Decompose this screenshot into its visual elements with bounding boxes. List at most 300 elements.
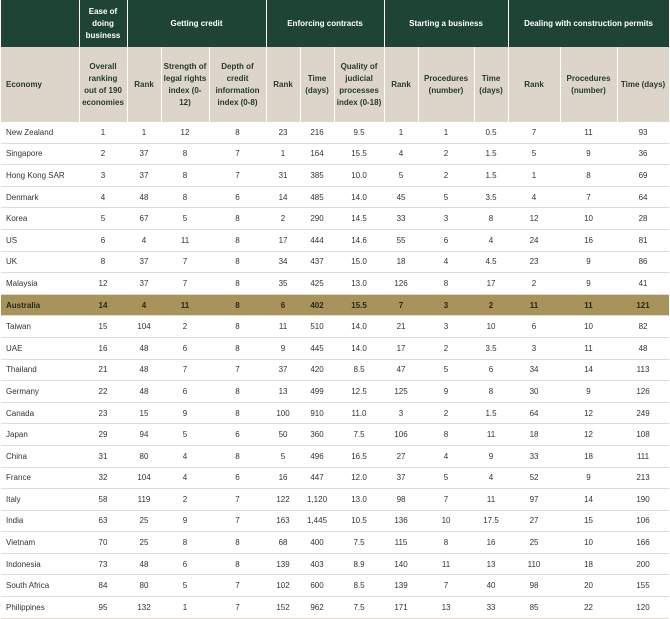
value-cell: 12 xyxy=(560,402,617,424)
value-cell: 8 xyxy=(209,553,266,575)
value-cell: 5 xyxy=(161,208,209,230)
value-cell: 2 xyxy=(418,143,474,165)
value-cell: 8 xyxy=(161,532,209,554)
value-cell: 22 xyxy=(79,381,127,403)
value-cell: 8 xyxy=(161,143,209,165)
value-cell: 7 xyxy=(209,575,266,597)
value-cell: 122 xyxy=(266,489,300,511)
value-cell: 11 xyxy=(161,229,209,251)
value-cell: 100 xyxy=(266,402,300,424)
value-cell: 7 xyxy=(161,359,209,381)
value-cell: 18 xyxy=(384,251,418,273)
column-header: Rank xyxy=(266,47,300,122)
value-cell: 7 xyxy=(384,294,418,316)
value-cell: 9 xyxy=(474,445,508,467)
value-cell: 23 xyxy=(508,251,560,273)
value-cell: 6 xyxy=(418,229,474,251)
value-cell: 132 xyxy=(127,597,161,619)
value-cell: 9 xyxy=(161,402,209,424)
value-cell: 216 xyxy=(300,122,334,143)
value-cell: 11.0 xyxy=(334,402,384,424)
value-cell: 8 xyxy=(418,273,474,295)
column-header: Rank xyxy=(127,47,161,122)
value-cell: 7 xyxy=(508,122,560,143)
value-cell: 166 xyxy=(617,532,669,554)
value-cell: 2 xyxy=(508,273,560,295)
value-cell: 3.5 xyxy=(474,186,508,208)
value-cell: 11 xyxy=(266,316,300,338)
value-cell: 70 xyxy=(79,532,127,554)
value-cell: 9 xyxy=(161,510,209,532)
table-row xyxy=(1,445,669,467)
value-cell: 37 xyxy=(384,467,418,489)
value-cell: 6 xyxy=(209,186,266,208)
value-cell: 8 xyxy=(161,165,209,187)
value-cell: 95 xyxy=(79,597,127,619)
value-cell: 110 xyxy=(508,553,560,575)
value-cell: 64 xyxy=(617,186,669,208)
value-cell: 52 xyxy=(508,467,560,489)
economy-cell: Malaysia xyxy=(1,273,79,295)
value-cell: 7.5 xyxy=(334,532,384,554)
value-cell: 98 xyxy=(384,489,418,511)
value-cell: 11 xyxy=(560,122,617,143)
value-cell: 14.0 xyxy=(334,337,384,359)
value-cell: 496 xyxy=(300,445,334,467)
value-cell: 47 xyxy=(384,359,418,381)
value-cell: 5 xyxy=(161,575,209,597)
value-cell: 9.5 xyxy=(334,122,384,143)
value-cell: 360 xyxy=(300,424,334,446)
value-cell: 910 xyxy=(300,402,334,424)
value-cell: 3 xyxy=(418,294,474,316)
header-group xyxy=(1,0,79,47)
value-cell: 9 xyxy=(560,381,617,403)
value-cell: 7 xyxy=(209,489,266,511)
value-cell: 15 xyxy=(127,402,161,424)
value-cell: 437 xyxy=(300,251,334,273)
value-cell: 8 xyxy=(209,251,266,273)
value-cell: 50 xyxy=(266,424,300,446)
value-cell: 3 xyxy=(418,208,474,230)
value-cell: 445 xyxy=(300,337,334,359)
economy-cell: Canada xyxy=(1,402,79,424)
value-cell: 400 xyxy=(300,532,334,554)
value-cell: 7 xyxy=(209,510,266,532)
value-cell: 7 xyxy=(209,359,266,381)
value-cell: 8.9 xyxy=(334,553,384,575)
value-cell: 48 xyxy=(127,553,161,575)
value-cell: 8 xyxy=(79,251,127,273)
value-cell: 3 xyxy=(508,337,560,359)
economy-cell: Philippines xyxy=(1,597,79,619)
value-cell: 45 xyxy=(384,186,418,208)
value-cell: 600 xyxy=(300,575,334,597)
value-cell: 16 xyxy=(79,337,127,359)
value-cell: 86 xyxy=(617,251,669,273)
economy-cell: Vietnam xyxy=(1,532,79,554)
value-cell: 106 xyxy=(617,510,669,532)
value-cell: 111 xyxy=(617,445,669,467)
value-cell: 10 xyxy=(474,316,508,338)
value-cell: 25 xyxy=(508,532,560,554)
value-cell: 8 xyxy=(209,294,266,316)
value-cell: 1.5 xyxy=(474,402,508,424)
value-cell: 121 xyxy=(617,294,669,316)
column-header: Overall ranking out of 190 economies xyxy=(79,47,127,122)
value-cell: 55 xyxy=(384,229,418,251)
value-cell: 64 xyxy=(508,402,560,424)
value-cell: 4 xyxy=(508,186,560,208)
value-cell: 962 xyxy=(300,597,334,619)
table-body xyxy=(1,122,669,618)
value-cell: 5 xyxy=(418,467,474,489)
value-cell: 12 xyxy=(79,273,127,295)
value-cell: 8 xyxy=(209,381,266,403)
value-cell: 7 xyxy=(560,186,617,208)
economy-cell: Australia xyxy=(1,294,79,316)
value-cell: 7.5 xyxy=(334,424,384,446)
value-cell: 444 xyxy=(300,229,334,251)
value-cell: 6 xyxy=(474,359,508,381)
economy-cell: UK xyxy=(1,251,79,273)
value-cell: 8 xyxy=(209,402,266,424)
value-cell: 485 xyxy=(300,186,334,208)
value-cell: 163 xyxy=(266,510,300,532)
table-row xyxy=(1,122,669,143)
value-cell: 10 xyxy=(560,532,617,554)
value-cell: 6 xyxy=(209,467,266,489)
value-cell: 2 xyxy=(161,316,209,338)
value-cell: 9 xyxy=(560,273,617,295)
column-header: Rank xyxy=(508,47,560,122)
value-cell: 73 xyxy=(79,553,127,575)
value-cell: 33 xyxy=(508,445,560,467)
value-cell: 499 xyxy=(300,381,334,403)
value-cell: 8 xyxy=(209,445,266,467)
ease-of-doing-business-table xyxy=(1,0,670,619)
value-cell: 5 xyxy=(418,186,474,208)
value-cell: 13 xyxy=(266,381,300,403)
value-cell: 34 xyxy=(266,251,300,273)
value-cell: 15.5 xyxy=(334,143,384,165)
value-cell: 8.5 xyxy=(334,575,384,597)
value-cell: 249 xyxy=(617,402,669,424)
value-cell: 1 xyxy=(384,122,418,143)
value-cell: 8 xyxy=(209,122,266,143)
value-cell: 67 xyxy=(127,208,161,230)
value-cell: 402 xyxy=(300,294,334,316)
value-cell: 14 xyxy=(79,294,127,316)
value-cell: 13.0 xyxy=(334,273,384,295)
value-cell: 31 xyxy=(79,445,127,467)
column-header: Procedures (number) xyxy=(560,47,617,122)
value-cell: 58 xyxy=(79,489,127,511)
value-cell: 82 xyxy=(617,316,669,338)
value-cell: 1.5 xyxy=(474,143,508,165)
value-cell: 8 xyxy=(209,316,266,338)
value-cell: 10.5 xyxy=(334,510,384,532)
value-cell: 37 xyxy=(127,165,161,187)
value-cell: 14.0 xyxy=(334,186,384,208)
value-cell: 1 xyxy=(266,143,300,165)
header-group: Getting credit xyxy=(127,0,266,47)
value-cell: 510 xyxy=(300,316,334,338)
table-row xyxy=(1,424,669,446)
value-cell: 152 xyxy=(266,597,300,619)
value-cell: 27 xyxy=(384,445,418,467)
value-cell: 6 xyxy=(209,424,266,446)
economy-cell: South Africa xyxy=(1,575,79,597)
value-cell: 2 xyxy=(418,402,474,424)
value-cell: 11 xyxy=(474,489,508,511)
value-cell: 12 xyxy=(161,122,209,143)
value-cell: 6 xyxy=(79,229,127,251)
value-cell: 11 xyxy=(474,424,508,446)
value-cell: 104 xyxy=(127,316,161,338)
value-cell: 15.0 xyxy=(334,251,384,273)
table-row xyxy=(1,316,669,338)
value-cell: 403 xyxy=(300,553,334,575)
economy-cell: Indonesia xyxy=(1,553,79,575)
value-cell: 5 xyxy=(161,424,209,446)
value-cell: 7 xyxy=(418,575,474,597)
value-cell: 6 xyxy=(161,553,209,575)
value-cell: 4 xyxy=(127,229,161,251)
value-cell: 2 xyxy=(474,294,508,316)
table-row xyxy=(1,510,669,532)
value-cell: 4 xyxy=(127,294,161,316)
value-cell: 11 xyxy=(560,294,617,316)
value-cell: 27 xyxy=(508,510,560,532)
value-cell: 13 xyxy=(474,553,508,575)
value-cell: 37 xyxy=(266,359,300,381)
value-cell: 420 xyxy=(300,359,334,381)
value-cell: 8 xyxy=(209,229,266,251)
value-cell: 16 xyxy=(266,467,300,489)
value-cell: 31 xyxy=(266,165,300,187)
value-cell: 29 xyxy=(79,424,127,446)
value-cell: 7 xyxy=(209,597,266,619)
value-cell: 5 xyxy=(384,165,418,187)
value-cell: 8 xyxy=(474,381,508,403)
value-cell: 200 xyxy=(617,553,669,575)
value-cell: 6 xyxy=(161,337,209,359)
value-cell: 2 xyxy=(418,165,474,187)
value-cell: 126 xyxy=(384,273,418,295)
value-cell: 1 xyxy=(79,122,127,143)
table-row xyxy=(1,359,669,381)
value-cell: 164 xyxy=(300,143,334,165)
column-header: Time (days) xyxy=(617,47,669,122)
value-cell: 12 xyxy=(508,208,560,230)
column-header: Rank xyxy=(384,47,418,122)
table-row xyxy=(1,186,669,208)
economy-cell: Japan xyxy=(1,424,79,446)
value-cell: 17 xyxy=(474,273,508,295)
value-cell: 4.5 xyxy=(474,251,508,273)
economy-cell: Denmark xyxy=(1,186,79,208)
value-cell: 3.5 xyxy=(474,337,508,359)
value-cell: 18 xyxy=(508,424,560,446)
value-cell: 41 xyxy=(617,273,669,295)
table-row xyxy=(1,251,669,273)
column-header: Time (days) xyxy=(474,47,508,122)
value-cell: 14.6 xyxy=(334,229,384,251)
column-header: Quality of judicial processes index (0-18) xyxy=(334,47,384,122)
value-cell: 17 xyxy=(384,337,418,359)
table-row xyxy=(1,553,669,575)
value-cell: 9 xyxy=(560,143,617,165)
value-cell: 14.5 xyxy=(334,208,384,230)
value-cell: 10 xyxy=(418,510,474,532)
column-header: Strength of legal rights index (0-12) xyxy=(161,47,209,122)
value-cell: 119 xyxy=(127,489,161,511)
column-header: Procedures (number) xyxy=(418,47,474,122)
value-cell: 1 xyxy=(508,165,560,187)
value-cell: 12.0 xyxy=(334,467,384,489)
value-cell: 84 xyxy=(79,575,127,597)
value-cell: 14 xyxy=(560,359,617,381)
value-cell: 4 xyxy=(418,445,474,467)
value-cell: 16 xyxy=(474,532,508,554)
value-cell: 139 xyxy=(266,553,300,575)
value-cell: 3 xyxy=(418,316,474,338)
table-row xyxy=(1,294,669,316)
value-cell: 4 xyxy=(474,229,508,251)
value-cell: 15 xyxy=(79,316,127,338)
value-cell: 17.5 xyxy=(474,510,508,532)
value-cell: 16.5 xyxy=(334,445,384,467)
value-cell: 30 xyxy=(508,381,560,403)
value-cell: 21 xyxy=(384,316,418,338)
value-cell: 14 xyxy=(560,489,617,511)
value-cell: 2 xyxy=(418,337,474,359)
table-row xyxy=(1,337,669,359)
value-cell: 48 xyxy=(127,381,161,403)
economy-cell: Korea xyxy=(1,208,79,230)
value-cell: 1,120 xyxy=(300,489,334,511)
value-cell: 4 xyxy=(384,143,418,165)
table-row xyxy=(1,489,669,511)
value-cell: 5 xyxy=(418,359,474,381)
value-cell: 126 xyxy=(617,381,669,403)
value-cell: 4 xyxy=(418,251,474,273)
value-cell: 35 xyxy=(266,273,300,295)
value-cell: 68 xyxy=(266,532,300,554)
value-cell: 25 xyxy=(127,510,161,532)
value-cell: 6 xyxy=(161,381,209,403)
value-cell: 290 xyxy=(300,208,334,230)
value-cell: 155 xyxy=(617,575,669,597)
table-row xyxy=(1,467,669,489)
value-cell: 2 xyxy=(79,143,127,165)
value-cell: 171 xyxy=(384,597,418,619)
value-cell: 120 xyxy=(617,597,669,619)
table-row xyxy=(1,381,669,403)
value-cell: 9 xyxy=(418,381,474,403)
value-cell: 22 xyxy=(560,597,617,619)
value-cell: 125 xyxy=(384,381,418,403)
value-cell: 37 xyxy=(127,143,161,165)
value-cell: 1,445 xyxy=(300,510,334,532)
value-cell: 13 xyxy=(418,597,474,619)
value-cell: 13.0 xyxy=(334,489,384,511)
value-cell: 98 xyxy=(508,575,560,597)
economy-cell: Germany xyxy=(1,381,79,403)
value-cell: 8.5 xyxy=(334,359,384,381)
value-cell: 3 xyxy=(384,402,418,424)
value-cell: 140 xyxy=(384,553,418,575)
value-cell: 15.5 xyxy=(334,294,384,316)
economy-cell: Taiwan xyxy=(1,316,79,338)
economy-cell: Singapore xyxy=(1,143,79,165)
column-header: Time (days) xyxy=(300,47,334,122)
column-header: Economy xyxy=(1,47,79,122)
economy-cell: France xyxy=(1,467,79,489)
value-cell: 23 xyxy=(79,402,127,424)
value-cell: 25 xyxy=(127,532,161,554)
value-cell: 37 xyxy=(127,251,161,273)
value-cell: 385 xyxy=(300,165,334,187)
column-header-row xyxy=(1,47,669,122)
table-row xyxy=(1,143,669,165)
value-cell: 11 xyxy=(418,553,474,575)
value-cell: 12.5 xyxy=(334,381,384,403)
value-cell: 18 xyxy=(560,553,617,575)
value-cell: 81 xyxy=(617,229,669,251)
value-cell: 20 xyxy=(560,575,617,597)
value-cell: 9 xyxy=(266,337,300,359)
economy-cell: Hong Kong SAR xyxy=(1,165,79,187)
table-row xyxy=(1,597,669,619)
value-cell: 139 xyxy=(384,575,418,597)
value-cell: 37 xyxy=(127,273,161,295)
economy-cell: Thailand xyxy=(1,359,79,381)
value-cell: 7 xyxy=(418,489,474,511)
header-group: Enforcing contracts xyxy=(266,0,384,47)
table-row xyxy=(1,165,669,187)
value-cell: 48 xyxy=(127,186,161,208)
value-cell: 6 xyxy=(266,294,300,316)
header-group-row xyxy=(1,0,669,47)
value-cell: 94 xyxy=(127,424,161,446)
economy-cell: Italy xyxy=(1,489,79,511)
value-cell: 8 xyxy=(418,532,474,554)
value-cell: 15 xyxy=(560,510,617,532)
value-cell: 8 xyxy=(209,337,266,359)
value-cell: 5 xyxy=(266,445,300,467)
value-cell: 7 xyxy=(161,273,209,295)
value-cell: 97 xyxy=(508,489,560,511)
value-cell: 425 xyxy=(300,273,334,295)
value-cell: 8 xyxy=(560,165,617,187)
value-cell: 7 xyxy=(209,165,266,187)
value-cell: 7 xyxy=(161,251,209,273)
value-cell: 447 xyxy=(300,467,334,489)
value-cell: 108 xyxy=(617,424,669,446)
value-cell: 102 xyxy=(266,575,300,597)
header-group: Ease of doing business xyxy=(79,0,127,47)
value-cell: 8 xyxy=(418,424,474,446)
economy-cell: China xyxy=(1,445,79,467)
value-cell: 8 xyxy=(474,208,508,230)
value-cell: 2 xyxy=(266,208,300,230)
table-row xyxy=(1,229,669,251)
value-cell: 115 xyxy=(384,532,418,554)
value-cell: 85 xyxy=(508,597,560,619)
value-cell: 10 xyxy=(560,208,617,230)
